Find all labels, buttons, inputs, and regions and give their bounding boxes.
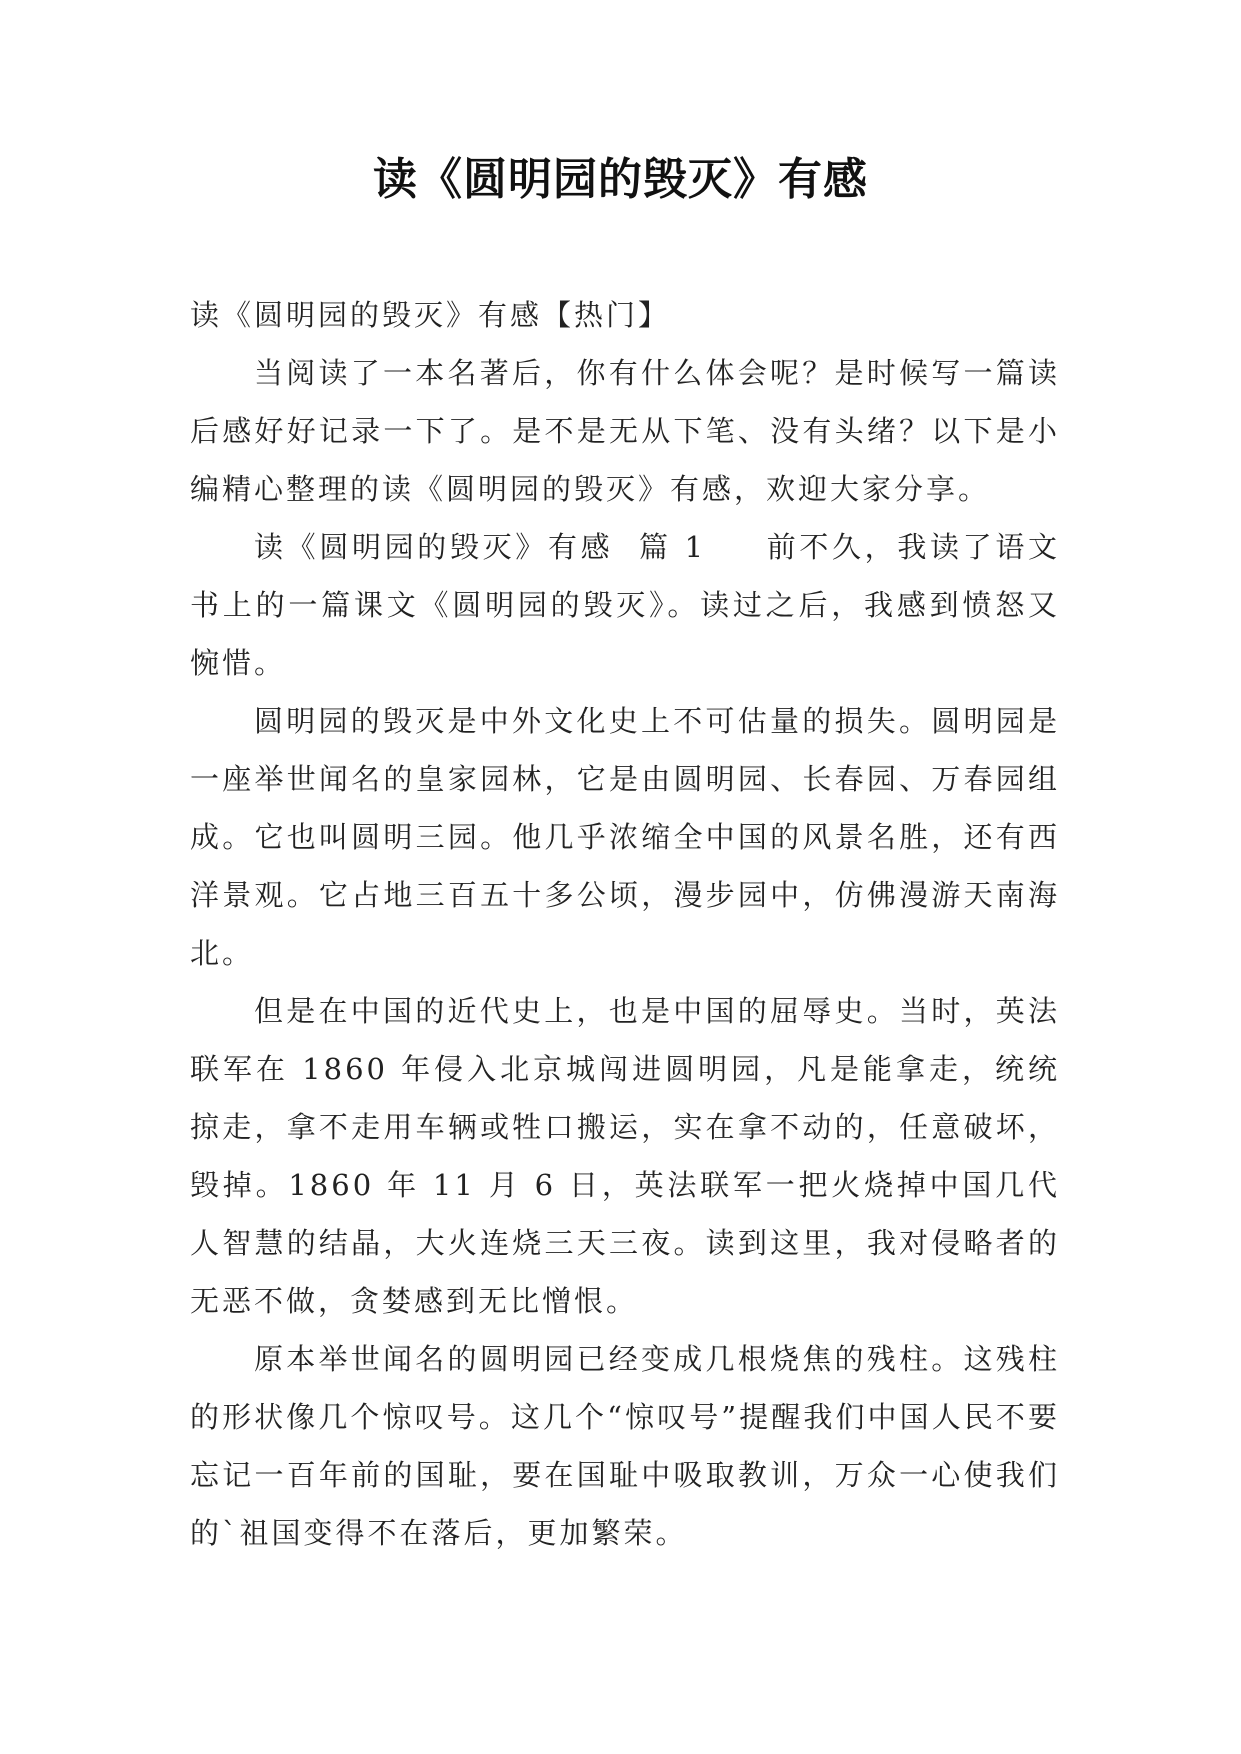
body-paragraph-3: 原本举世闻名的圆明园已经变成几根烧焦的残柱。这残柱的形状像几个惊叹号。这几个“惊叹号”提醒我们中国人民不要忘记一百年前的国耻，要在国耻中吸取教训，万众一心使我们的`祖国变得不在落后，更加繁荣。 (190, 1342, 1060, 1550)
document-title: 读《圆明园的毁灭》有感 (373, 154, 868, 205)
body-paragraph-1: 圆明园的毁灭是中外文化史上不可估量的损失。圆明园是一座举世闻名的皇家园林，它是由圆明园、长春园、万春园组成。它也叫圆明三园。他几乎浓缩全中国的风景名胜，还有西洋景观。它占地三百五十多公顷，漫步园中，仿佛漫游天南海北。 (190, 704, 1060, 970)
section-heading: 读《圆明园的毁灭》有感 篇 1 (254, 530, 707, 564)
document-subtitle: 读《圆明园的毁灭》有感【热门】 (190, 298, 671, 332)
document-body (190, 286, 1060, 1562)
intro-paragraph: 当阅读了一本名著后，你有什么体会呢？是时候写一篇读后感好好记录一下了。是不是无从下笔、没有头绪？以下是小编精心整理的读《圆明园的毁灭》有感，欢迎大家分享。 (190, 356, 1060, 506)
body-paragraph-2: 但是在中国的近代史上，也是中国的屈辱史。当时，英法联军在 1860 年侵入北京城闯进圆明园，凡是能拿走，统统掠走，拿不走用车辆或牲口搬运，实在拿不动的，任意破坏，毁掉。1860 年 11 月 6 日，英法联军一把火烧掉中国几代人智慧的结晶，大火连烧三天三夜。读到这里，我对侵略者的无恶不做，贪婪感到无比憎恨。 (190, 994, 1060, 1318)
section-paragraph (190, 518, 1060, 692)
section-opening: 前不久，我读了语文书上的一篇课文《圆明园的毁灭》。读过之后，我感到愤怒又惋惜。 (190, 530, 1060, 680)
